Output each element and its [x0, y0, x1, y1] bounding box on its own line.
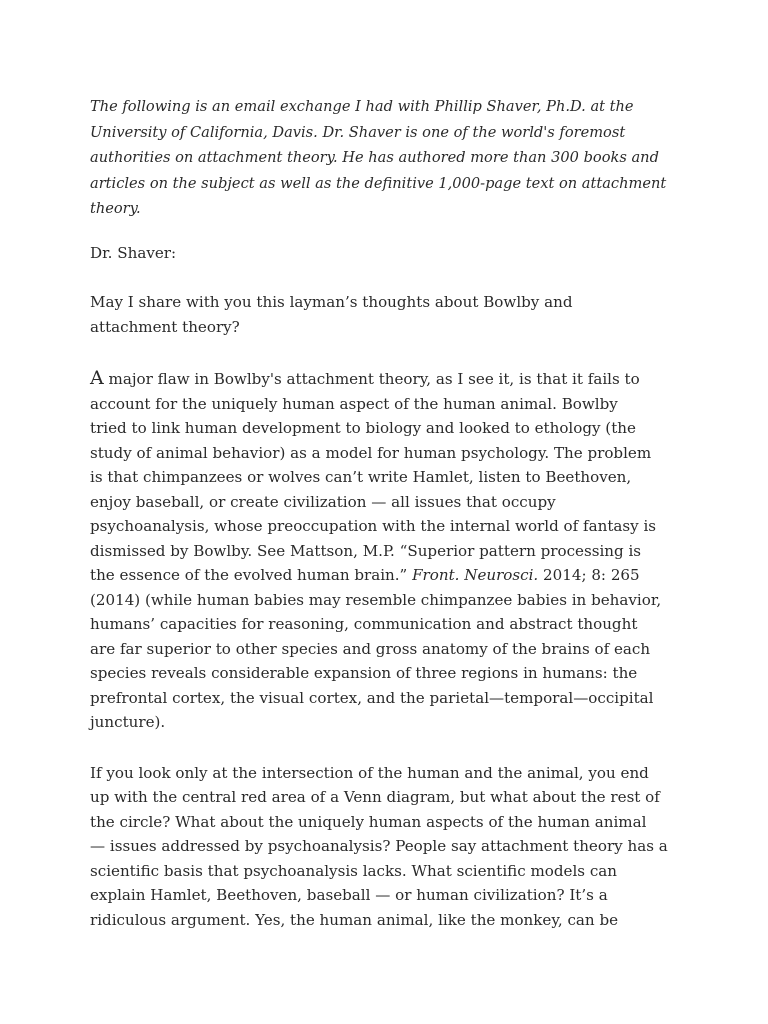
argument-line: enjoy baseball, or create civilization — all issues that occupy: [90, 492, 556, 511]
argument-line: humans’ capacities for reasoning, communication and abstract thought: [90, 615, 638, 634]
argument-line: prefrontal cortex, the visual cortex, and the parietal—temporal—occipital: [90, 688, 654, 707]
argument-paragraph: [90, 366, 690, 735]
argument-line-text: major flaw in Bowlby's attachment theory, as I see it, is that it fails to: [103, 370, 640, 389]
intro-line: University of California, Davis. Dr. Shaver is one of the world's foremost: [90, 123, 626, 141]
drop-cap: A: [90, 367, 104, 390]
venn-paragraph: [90, 761, 690, 933]
question-line: May I share with you this layman’s thoughts about Bowlby and: [90, 293, 573, 312]
argument-line: (2014) (while human babies may resemble chimpanzee babies in behavior,: [90, 590, 662, 609]
venn-line: ridiculous argument. Yes, the human animal, like the monkey, can be: [90, 910, 619, 929]
question-paragraph: [90, 290, 690, 339]
question-line: attachment theory?: [90, 317, 240, 336]
argument-line: is that chimpanzees or wolves can’t write Hamlet, listen to Beethoven,: [90, 468, 632, 487]
argument-line: account for the uniquely human aspect of the human animal. Bowlby: [90, 394, 618, 413]
intro-paragraph: [90, 94, 665, 222]
journal-title: Front. Neurosci.: [412, 566, 539, 585]
argument-line: psychoanalysis, whose preoccupation with the internal world of fantasy is: [90, 517, 657, 536]
citation-text: the essence of the evolved human brain.”: [90, 566, 413, 585]
argument-line: are far superior to other species and gross anatomy of the brains of each: [90, 639, 651, 658]
argument-line: species reveals considerable expansion of three regions in humans: the: [90, 664, 638, 683]
document-body: [90, 94, 690, 956]
venn-line: the circle? What about the uniquely human aspects of the human animal: [90, 812, 647, 831]
venn-line: scientific basis that psychoanalysis lacks. What scientific models can: [90, 861, 617, 880]
intro-line: theory.: [90, 200, 141, 218]
venn-line: — issues addressed by psychoanalysis? People say attachment theory has a: [90, 837, 668, 856]
citation-volume: 2014; 8: 265: [538, 566, 640, 585]
venn-line: If you look only at the intersection of the human and the animal, you end: [90, 763, 649, 782]
argument-line: dismissed by Bowlby. See Mattson, M.P. “Superior pattern processing is: [90, 541, 642, 560]
argument-line: tried to link human development to biology and looked to ethology (the: [90, 419, 636, 438]
venn-line: explain Hamlet, Beethoven, baseball — or human civilization? It’s a: [90, 886, 608, 905]
argument-line: [90, 366, 690, 392]
salutation: Dr. Shaver:: [90, 243, 177, 262]
intro-line: authorities on attachment theory. He has authored more than 300 books and: [90, 149, 659, 167]
argument-line: juncture).: [90, 713, 166, 732]
intro-line: articles on the subject as well as the definitive 1,000-page text on attachment: [90, 174, 667, 192]
intro-line: The following is an email exchange I had with Phillip Shaver, Ph.D. at the: [90, 98, 634, 115]
argument-line: study of animal behavior) as a model for human psychology. The problem: [90, 443, 652, 462]
venn-line: up with the central red area of a Venn diagram, but what about the rest of: [90, 788, 660, 807]
citation-line: [90, 563, 690, 588]
